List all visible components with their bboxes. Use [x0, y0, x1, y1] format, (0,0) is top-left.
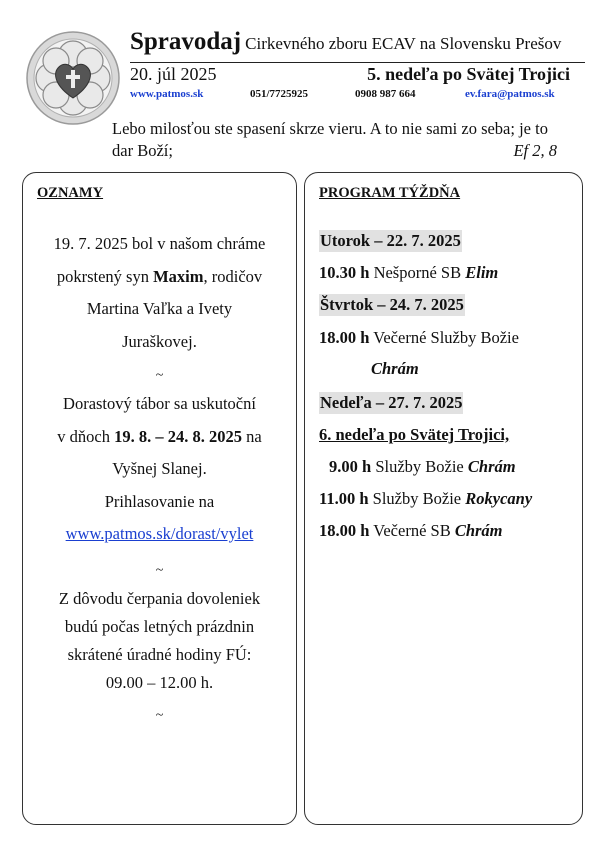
announcements-box — [22, 172, 297, 825]
event-sunday-3: 18.00 h Večerné SB Chrám — [319, 521, 503, 540]
event-thursday-place — [371, 359, 419, 379]
event-place: Chrám — [371, 359, 419, 378]
event-tuesday: 10.30 h Nešporné SB Elim — [319, 263, 499, 282]
camp-line-4: Prihlasovanie na — [104, 491, 215, 511]
event-time: 9.00 h — [329, 457, 372, 476]
event-thursday: 18.00 h Večerné Služby Božie — [319, 328, 519, 347]
header-divider — [130, 62, 585, 63]
camp-line-2: v dňoch 19. 8. – 24. 8. 2025 na — [57, 426, 262, 446]
separator-3: ~ — [155, 708, 164, 723]
event-time: 11.00 h — [319, 489, 369, 508]
title-subtitle: Cirkevného zboru ECAV na Slovensku Prešov — [245, 34, 562, 53]
day-thursday: Štvrtok – 24. 7. 2025 — [320, 295, 464, 314]
baptism-notice — [23, 228, 296, 358]
luther-rose-logo — [25, 30, 121, 126]
newsletter-title — [130, 28, 561, 56]
verse-reference: Ef 2, 8 — [513, 141, 557, 160]
baptism-line-3: Martina Vaľka a Ivety — [86, 299, 233, 318]
baptism-line-4: Juraškovej. — [122, 331, 197, 351]
baptism-line-1: 19. 7. 2025 bol v našom chráme — [53, 234, 266, 253]
liturgical-sunday: 5. nedeľa po Svätej Trojici — [367, 64, 570, 84]
camp-dates: 19. 8. – 24. 8. 2025 — [114, 426, 242, 446]
office-line-3: skrátené úradné hodiny FÚ: — [67, 645, 252, 664]
event-time: 18.00 h — [319, 328, 370, 347]
email-link[interactable]: ev.fara@patmos.sk — [465, 88, 555, 100]
event-sunday-1: 9.00 h Služby Božie Chrám — [329, 457, 516, 476]
title-main: Spravodaj — [130, 28, 242, 55]
announcements-heading: OZNAMY — [37, 185, 104, 201]
camp-line-1: Dorastový tábor sa uskutoční — [63, 394, 256, 413]
office-line-2: budú počas letných prázdnin — [64, 617, 255, 636]
event-time: 10.30 h — [319, 263, 370, 282]
phone-office: 051/7725925 — [250, 88, 309, 100]
issue-date: 20. júl 2025 — [130, 64, 217, 84]
sunday-title: 6. nedeľa po Svätej Trojici, — [319, 425, 510, 444]
day-sunday: Nedeľa – 27. 7. 2025 — [320, 393, 463, 412]
baptism-line-2: pokrstený syn Maxim, rodičov — [56, 266, 263, 286]
event-place: Elim — [465, 263, 499, 282]
event-place: Chrám — [467, 457, 516, 476]
office-line-1: Z dôvodu čerpania dovoleniek — [58, 589, 261, 608]
baptized-name: Maxim — [153, 266, 204, 286]
camp-registration-link[interactable]: www.patmos.sk/dorast/vylet — [65, 524, 254, 543]
bible-verse — [112, 118, 557, 162]
event-time: 18.00 h — [319, 521, 370, 540]
verse-text: Lebo milosťou ste spasení skrze vieru. A to nie sami zo seba; je to dar Boží; — [112, 119, 548, 160]
separator-2: ~ — [155, 563, 164, 578]
camp-notice — [23, 388, 296, 551]
office-line-4: 09.00 – 12.00 h. — [105, 673, 214, 692]
event-place: Chrám — [454, 521, 503, 540]
phone-mobile: 0908 987 664 — [355, 88, 416, 100]
event-place: Rokycany — [465, 489, 533, 508]
website-link[interactable]: www.patmos.sk — [130, 88, 204, 100]
separator-1: ~ — [155, 368, 164, 383]
day-tuesday: Utorok – 22. 7. 2025 — [320, 231, 461, 250]
event-sunday-2: 11.00 h Služby Božie Rokycany — [319, 489, 533, 508]
camp-line-3: Vyšnej Slanej. — [112, 459, 207, 478]
program-heading: PROGRAM TÝŽDŇA — [319, 185, 461, 201]
program-box — [304, 172, 583, 825]
office-hours-notice — [23, 585, 296, 697]
